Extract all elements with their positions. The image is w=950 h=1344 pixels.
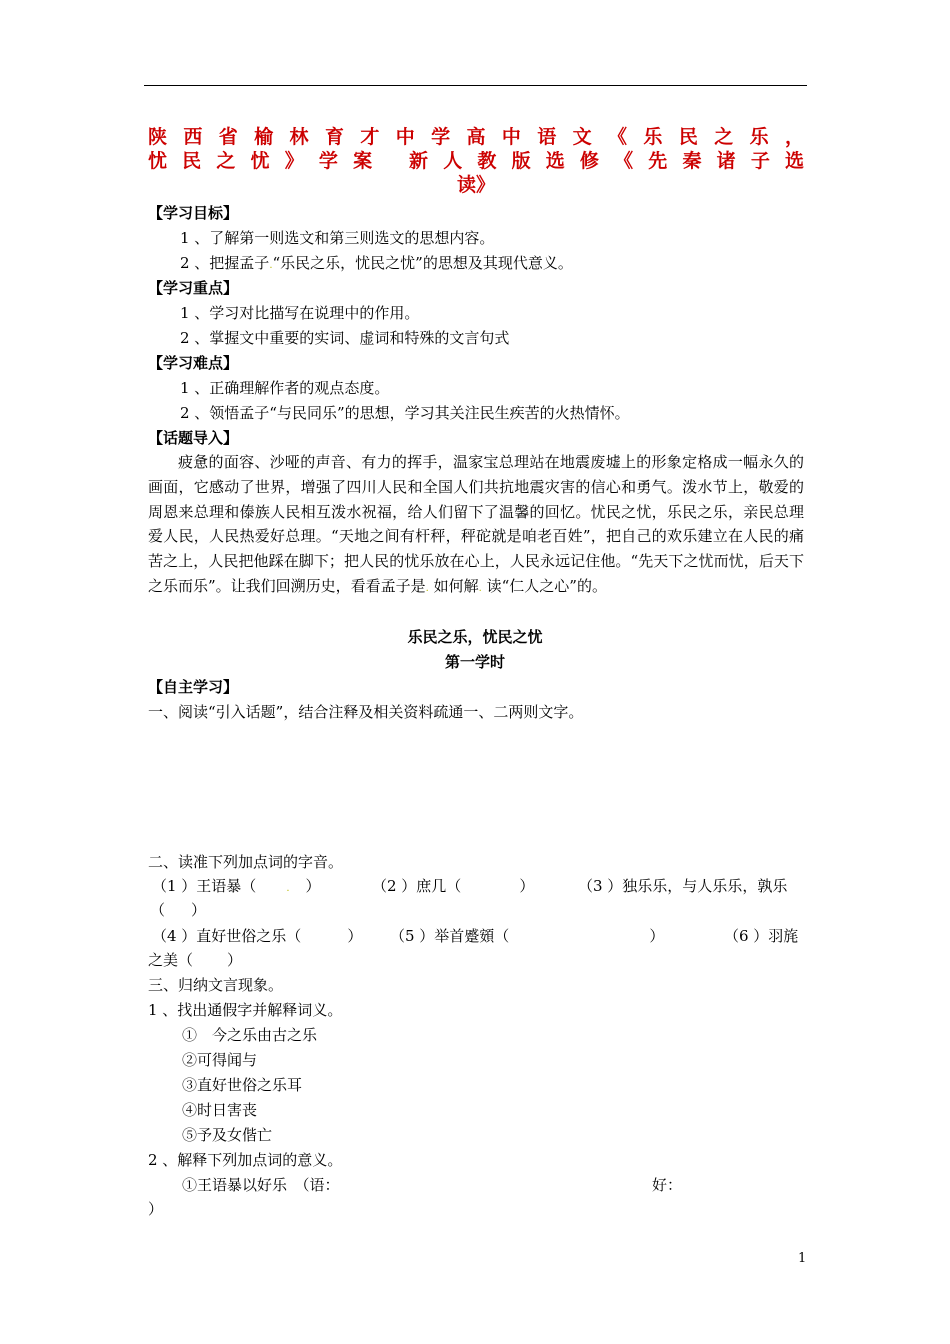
title-line-2: 忧民之忧》学案 新人教版选修《先秦诸子选 [148,150,804,172]
document-title [148,125,804,197]
tongjia-3: ③直好世俗之乐耳 [182,1076,303,1094]
explain-1-close: ） [148,1200,164,1218]
question-5: （5 ）举首蹙頞（ ） [390,927,665,945]
title-line-1: 陕西省榆林育才中学高中语文《乐民之乐， [148,126,804,148]
lesson-subtitle: 第一学时 [444,653,505,671]
header-rule [144,85,807,86]
explain-1-hao: 好： [652,1176,683,1194]
question-3-answer: （ ） [150,901,207,919]
lesson-title: 乐民之乐，忧民之忧 [407,628,543,646]
tongjia-2: ②可得闻与 [182,1051,258,1069]
question-1: （1 ）王语暴（ . ） [152,877,321,895]
sub-item-2: 2 、解释下列加点词的意义。 [148,1151,343,1169]
intro-paragraph: 疲惫的面容、沙哑的声音、有力的挥手，温家宝总理站在地震废墟上的形象定格成一幅永久的画面，它感动了世界，增强了四川人民和全国人们共抗地震灾害的信心和勇气。泼水节上，敬爱的周恩来总理和傣族人民相互泼水祝福，给人们留下了温馨的回忆。忧民之忧，乐民之乐，亲民总理爱人民，人民热爱好总理。“天地之间有杆秤，秤砣就是咱老百姓”，把自己的欢乐建立在人民的痛苦之上，人民把他踩在脚下；把人民的忧乐放在心上，人民永远记住他。“先天下之忧而忧，后天下之乐而乐”。让我们回溯历史，看看孟子是. 如何解. 读“仁人之心”的。 [148,453,804,595]
sub-item-1: 1 、找出通假字并解释词义。 [148,1001,343,1019]
self-study-item-3: 三、归纳文言现象。 [148,976,284,994]
difficulty-heading: 【学习难点】 [148,354,239,372]
focus-item-1: 1 、学习对比描写在说理中的作用。 [180,304,420,322]
difficulty-item-2: 2 、领悟孟子“与民同乐”的思想，学习其关注民生疾苦的火热情怀。 [180,404,630,422]
goals-heading: 【学习目标】 [148,204,239,222]
focus-item-2: 2 、掌握文中重要的实词、虚词和特殊的文言句式 [180,329,510,347]
explain-1: ①王语暴以好乐 （语： [182,1176,340,1194]
tongjia-5: ⑤予及女偕亡 [182,1126,273,1144]
question-6-answer: 之美（ ） [148,951,243,969]
question-3: （3 ）独乐乐，与人乐乐，孰乐 [578,877,788,895]
tongjia-1: ① 今之乐由古之乐 [182,1026,318,1044]
focus-heading: 【学习重点】 [148,279,239,297]
self-study-heading: 【自主学习】 [148,678,239,696]
tongjia-4: ④时日害丧 [182,1101,258,1119]
difficulty-item-1: 1 、正确理解作者的观点态度。 [180,379,390,397]
question-4: （4 ）直好世俗之乐（ ） [152,927,363,945]
page-number: 1 [798,1251,807,1266]
title-line-3: 读》 [456,174,495,196]
goal-item-1: 1 、了解第一则选文和第三则选文的思想内容。 [180,229,495,247]
self-study-item-1: 一、阅读“引入话题”，结合注释及相关资料疏通一、二两则文字。 [148,703,584,721]
question-2: （2 ）庶几（ ） [372,877,535,895]
goal-item-2: 2 、把握孟子.“乐民之乐，忧民之忧”的思想及其现代意义。 [180,254,573,272]
self-study-item-2: 二、读准下列加点词的字音。 [148,853,344,871]
question-6: （6 ）羽旄 [724,927,799,945]
intro-heading: 【话题导入】 [148,429,239,447]
